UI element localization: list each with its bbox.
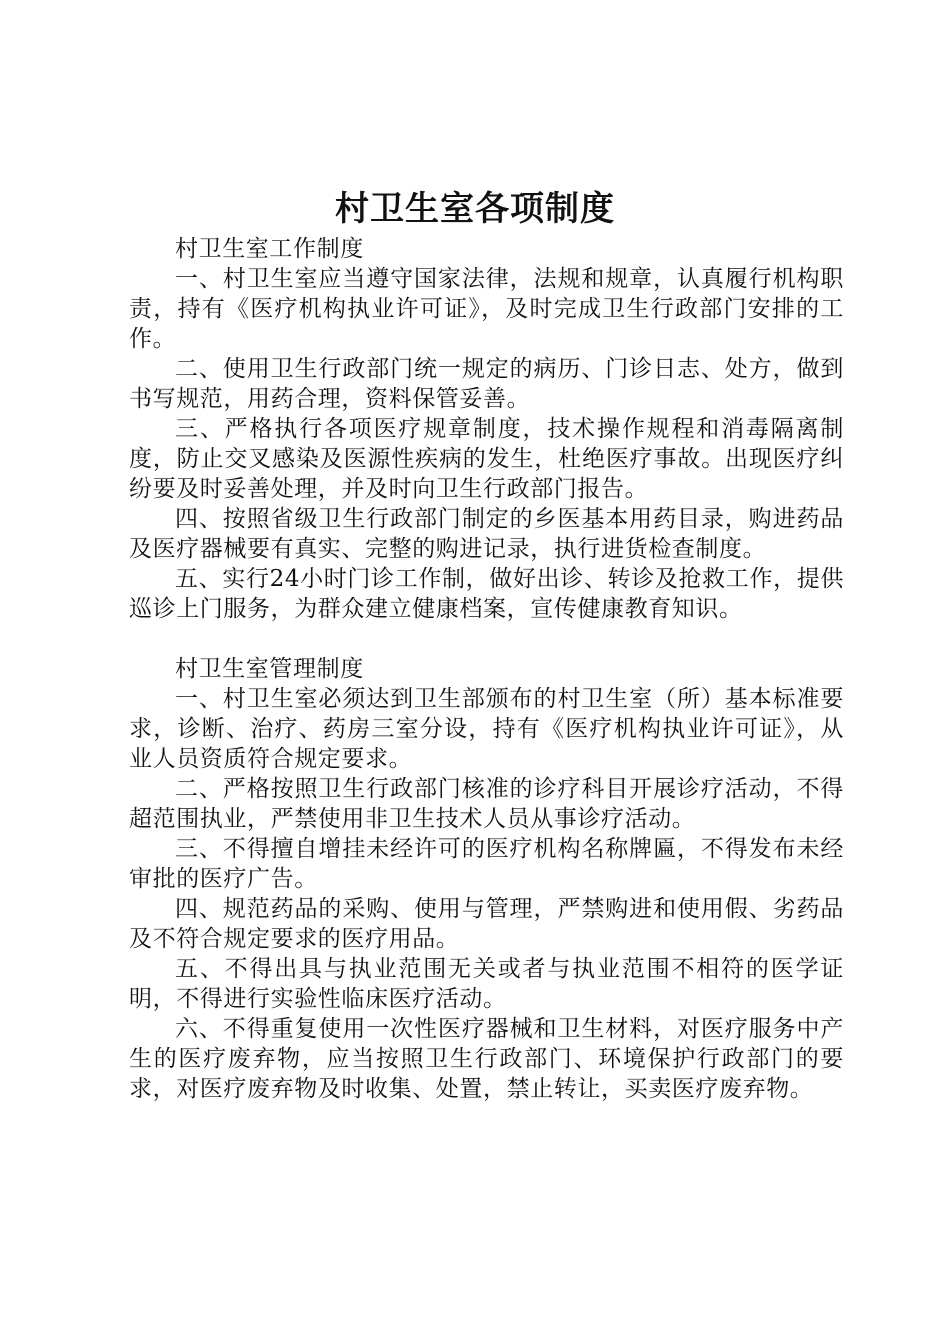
rule-item: 一、村卫生室应当遵守国家法律，法规和规章，认真履行机构职责，持有《医疗机构执业许可证》，及时完成卫生行政部门安排的工作。: [129, 266, 844, 352]
section-heading: 村卫生室工作制度: [175, 236, 364, 262]
section-heading: 村卫生室管理制度: [175, 656, 364, 682]
rule-item: 二、严格按照卫生行政部门核准的诊疗科目开展诊疗活动，不得超范围执业，严禁使用非卫生技术人员从事诊疗活动。: [129, 776, 844, 832]
document-title: 村卫生室各项制度: [335, 189, 615, 229]
section-work-rules: [129, 234, 844, 624]
rule-item: 一、村卫生室必须达到卫生部颁布的村卫生室（所）基本标准要求，诊断、治疗、药房三室分设，持有《医疗机构执业许可证》，从业人员资质符合规定要求。: [129, 686, 844, 772]
rule-item: 二、使用卫生行政部门统一规定的病历、门诊日志、处方，做到书写规范，用药合理，资料保管妥善。: [129, 356, 844, 412]
rule-item: 五、不得出具与执业范围无关或者与执业范围不相符的医学证明，不得进行实验性临床医疗活动。: [129, 956, 844, 1012]
rule-item: 六、不得重复使用一次性医疗器械和卫生材料，对医疗服务中产生的医疗废弃物，应当按照卫生行政部门、环境保护行政部门的要求，对医疗废弃物及时收集、处置，禁止转让，买卖医疗废弃物。: [129, 1016, 844, 1102]
section-management-rules: [129, 654, 844, 1104]
rule-item: 三、不得擅自增挂未经许可的医疗机构名称牌匾，不得发布未经审批的医疗广告。: [129, 836, 844, 892]
rule-item: 五、实行24小时门诊工作制，做好出诊、转诊及抢救工作，提供巡诊上门服务，为群众建立健康档案，宣传健康教育知识。: [129, 566, 844, 622]
rule-item: 四、规范药品的采购、使用与管理，严禁购进和使用假、劣药品及不符合规定要求的医疗用品。: [129, 896, 844, 952]
rule-item: 四、按照省级卫生行政部门制定的乡医基本用药目录，购进药品及医疗器械要有真实、完整的购进记录，执行进货检查制度。: [129, 506, 844, 562]
document-body: [129, 234, 844, 1104]
rule-item: 三、严格执行各项医疗规章制度，技术操作规程和消毒隔离制度，防止交叉感染及医源性疾病的发生，杜绝医疗事故。出现医疗纠纷要及时妥善处理，并及时向卫生行政部门报告。: [129, 416, 844, 502]
section-spacer: [129, 624, 844, 654]
